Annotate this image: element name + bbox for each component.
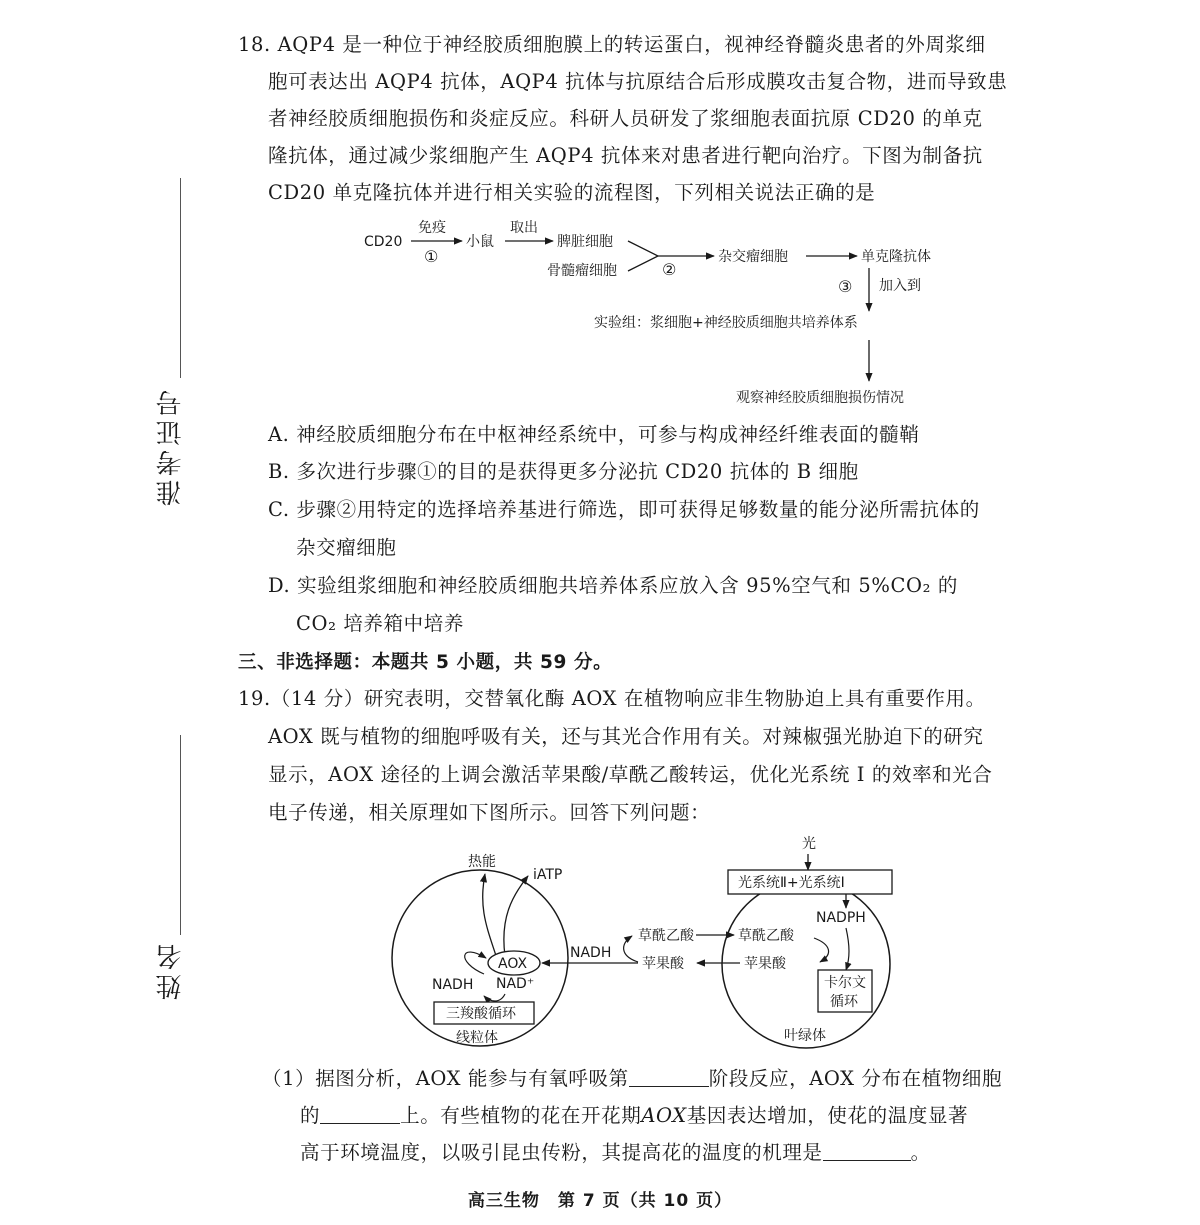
oaa-mid-label: 草酰乙酸	[638, 928, 694, 944]
option-d: D. 实验组浆细胞和神经胶质细胞共培养体系应放入含 95%空气和 5%CO₂ 的	[268, 574, 958, 597]
flow-add-to: 加入到	[879, 278, 921, 294]
flow-spleen: 脾脏细胞	[557, 234, 613, 250]
arrow-nadh-aox	[465, 952, 486, 974]
q19-sub1-line-3	[300, 1140, 931, 1166]
flow-myeloma: 骨髓瘤细胞	[547, 263, 617, 279]
mito-label: 线粒体	[456, 1030, 498, 1046]
flow-immunize: 免疫	[418, 220, 446, 236]
option-b: B. 多次进行步骤①的目的是获得更多分泌抗 CD20 抗体的 B 细胞	[268, 460, 859, 483]
heat-label: 热能	[468, 854, 496, 870]
flow-step3: ③	[838, 277, 853, 296]
q19-line-1: 19.（14 分）研究表明，交替氧化酶 AOX 在植物响应非生物胁迫上具有重要作用。	[238, 687, 986, 710]
q18-line-2: 胞可表达出 AQP4 抗体，AQP4 抗体与抗原结合后形成膜攻击复合物，进而导致患	[268, 70, 1008, 93]
q19-sub1-text-c: 的	[300, 1104, 321, 1127]
q18-line-5: CD20 单克隆抗体并进行相关实验的流程图，下列相关说法正确的是	[268, 181, 876, 204]
arrow-heat	[483, 874, 498, 962]
oaa-right-label: 草酰乙酸	[738, 928, 794, 944]
option-c: C. 步骤②用特定的选择培养基进行筛选，即可获得足够数量的能分泌所需抗体的	[268, 498, 980, 521]
q19-sub1-text-g: 。	[910, 1141, 931, 1164]
exam-id-label: 准考证号	[156, 386, 186, 506]
tca-label: 三羧酸循环	[446, 1006, 516, 1022]
flow-cd20: CD20	[364, 234, 403, 250]
answer-blank-stage[interactable]	[629, 1068, 709, 1087]
nadph-label: NADPH	[816, 910, 866, 926]
q19-sub1-text-a: （1）据图分析，AOX 能参与有氧呼吸第	[262, 1067, 629, 1090]
q18-line-4: 隆抗体，通过减少浆细胞产生 AQP4 抗体来对患者进行靶向治疗。下图为制备抗	[268, 144, 983, 167]
q18-line-1: 18. AQP4 是一种位于神经胶质细胞膜上的转运蛋白，视神经脊髓炎患者的外周浆细	[238, 33, 986, 56]
malate-mid-label: 苹果酸	[642, 956, 684, 972]
q19-line-4: 电子传递，相关原理如下图所示。回答下列问题：	[268, 801, 711, 824]
flow-mouse: 小鼠	[466, 234, 494, 250]
arrow-nad-cycle	[484, 994, 505, 1001]
option-a: A. 神经胶质细胞分布在中枢神经系统中，可参与构成神经纤维表面的髓鞘	[268, 423, 920, 446]
iatp-label: iATP	[533, 867, 563, 883]
flow-take-out: 取出	[510, 220, 538, 236]
aox-gene-italic: AOX	[641, 1104, 687, 1127]
q19-line-2: AOX 既与植物的细胞呼吸有关，还与其光合作用有关。对辣椒强光胁迫下的研究	[268, 725, 984, 748]
flow-hybridoma: 杂交瘤细胞	[718, 249, 788, 265]
q19-sub1-line-1	[262, 1066, 1002, 1092]
name-label: 姓名	[156, 940, 186, 1000]
arrow-oaa-malate	[814, 938, 829, 962]
light-label: 光	[802, 836, 816, 852]
calvin-label-1: 卡尔文	[824, 975, 866, 991]
q19-sub1-text-f: 高于环境温度，以吸引昆虫传粉，其提高花的温度的机理是	[300, 1141, 823, 1164]
q19-line-3: 显示，AOX 途径的上调会激活苹果酸/草酰乙酸转运，优化光系统 I 的效率和光合	[268, 763, 993, 786]
q19-sub1-text-b: 阶段反应，AOX 分布在植物细胞	[708, 1067, 1003, 1090]
page-footer: 高三生物 第 7 页（共 10 页）	[467, 1191, 733, 1211]
chloro-label: 叶绿体	[784, 1028, 826, 1044]
q19-sub1-line-2	[300, 1103, 968, 1129]
flow-mab: 单克隆抗体	[861, 249, 931, 265]
q18-line-3: 者神经胶质细胞损伤和炎症反应。科研人员研发了浆细胞表面抗原 CD20 的单克	[268, 107, 983, 130]
flow-observe: 观察神经胶质细胞损伤情况	[736, 390, 904, 406]
nadh-left-label: NADH	[432, 977, 474, 993]
q19-sub1-text-d: 上。有些植物的花在开花期	[400, 1104, 642, 1127]
flow-step2: ②	[662, 260, 677, 279]
photosystem-label: 光系统Ⅱ+光系统Ⅰ	[738, 875, 845, 891]
answer-blank-location[interactable]	[320, 1105, 400, 1124]
nadh-mid-label: NADH	[570, 945, 612, 961]
flow-experiment: 实验组：浆细胞+神经胶质细胞共培养体系	[594, 315, 858, 331]
aox-label: AOX	[498, 956, 528, 972]
nad-label: NAD⁺	[496, 976, 535, 992]
section-title: 三、非选择题：本题共 5 小题，共 59 分。	[238, 652, 613, 673]
arrow-nadph-calvin	[846, 928, 849, 970]
arrow-oaa-mid-down	[624, 936, 638, 962]
option-c-cont: 杂交瘤细胞	[296, 536, 397, 559]
arrow-iatp	[504, 876, 528, 956]
q19-sub1-text-e: 基因表达增加，使花的温度显著	[686, 1104, 969, 1127]
malate-right-label: 苹果酸	[744, 956, 786, 972]
calvin-label-2: 循环	[830, 994, 858, 1010]
flow-step1: ①	[424, 247, 439, 266]
answer-blank-mechanism[interactable]	[823, 1142, 911, 1161]
option-d-cont: CO₂ 培养箱中培养	[296, 612, 464, 635]
